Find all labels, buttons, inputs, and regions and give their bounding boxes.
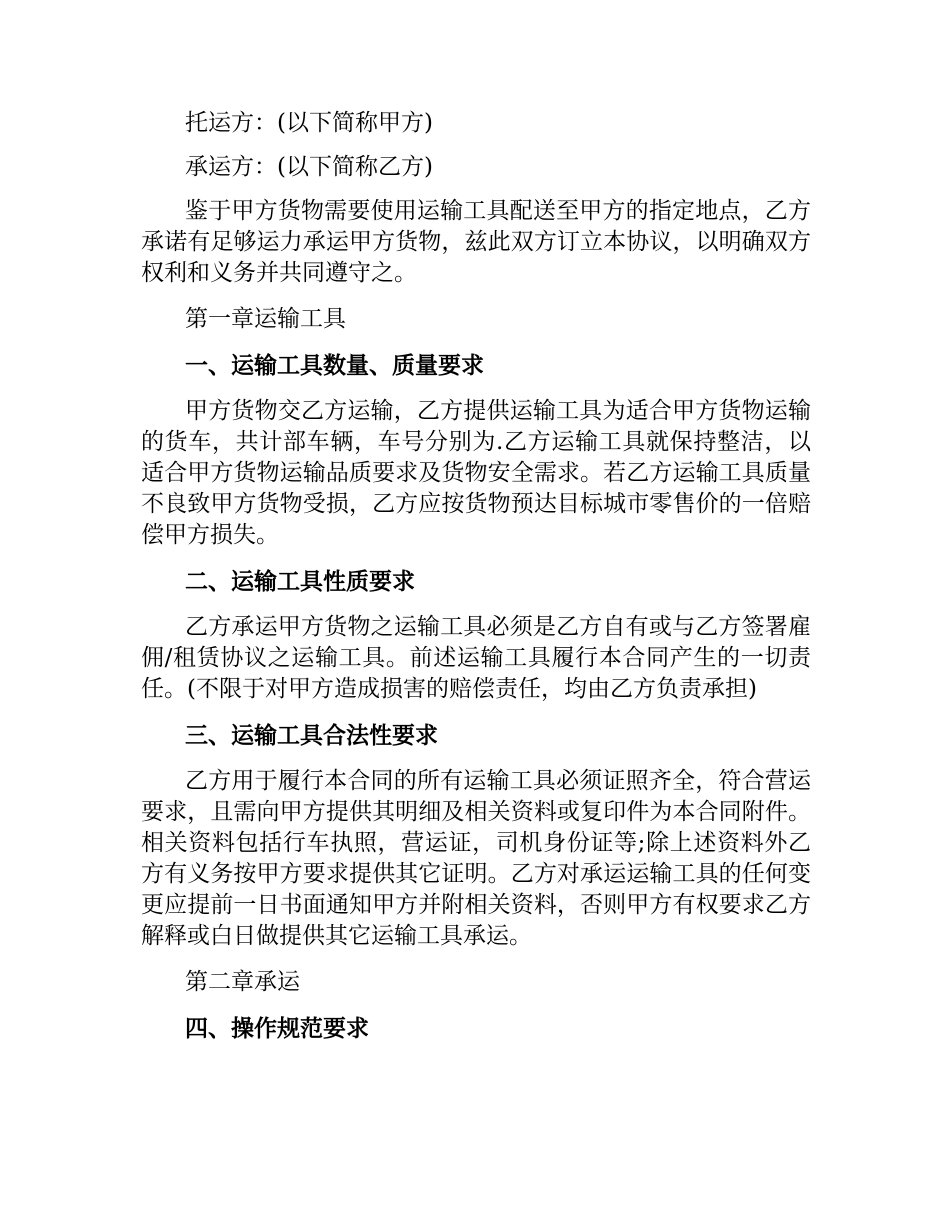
section-body-2: 乙方承运甲方货物之运输工具必须是乙方自有或与乙方签署雇佣/租赁协议之运输工具。前述运输工具履行本合同产生的一切责任。(不限于对甲方造成损害的赔偿责任，均由乙方负责承担) [141, 614, 811, 702]
carrier-line: 承运方：(以下简称乙方) [185, 154, 433, 180]
preamble-paragraph: 鉴于甲方货物需要使用运输工具配送至甲方的指定地点，乙方承诺有足够运力承运甲方货物，兹此双方订立本协议，以明确双方权利和义务并共同遵守之。 [141, 198, 811, 286]
shipper-line: 托运方：(以下简称甲方) [185, 110, 433, 136]
section-heading-3: 三、运输工具合法性要求 [185, 722, 438, 749]
section-heading-2: 二、运输工具性质要求 [185, 568, 415, 595]
section-body-1: 甲方货物交乙方运输，乙方提供运输工具为适合甲方货物运输的货车，共计部车辆，车号分别为.乙方运输工具就保持整洁，以适合甲方货物运输品质要求及货物安全需求。若乙方运输工具质量不良致甲方货物受损，乙方应按货物预达目标城市零售价的一倍赔偿甲方损失。 [141, 398, 811, 548]
chapter-heading-2: 第二章承运 [185, 969, 300, 995]
section-heading-1: 一、运输工具数量、质量要求 [185, 352, 484, 379]
section-body-3: 乙方用于履行本合同的所有运输工具必须证照齐全，符合营运要求，且需向甲方提供其明细及相关资料或复印件为本合同附件。相关资料包括行车执照，营运证，司机身份证等;除上述资料外乙方有义务按甲方要求提供其它证明。乙方对承运运输工具的任何变更应提前一日书面通知甲方并附相关资料，否则甲方有权要求乙方解释或白日做提供其它运输工具承运。 [141, 768, 811, 949]
document-page [141, 108, 811, 1044]
section-heading-4: 四、操作规范要求 [185, 1015, 369, 1042]
chapter-heading-1: 第一章运输工具 [185, 306, 346, 332]
